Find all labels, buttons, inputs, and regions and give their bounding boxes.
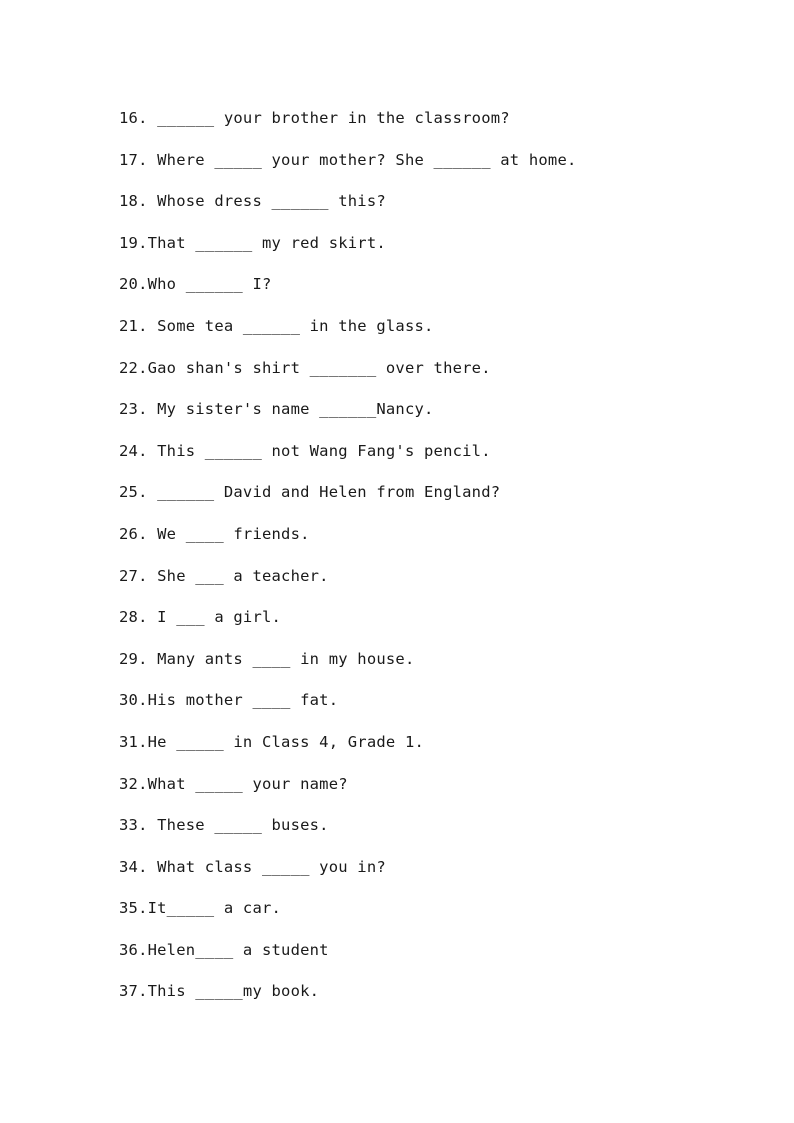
exercise-23: 23. My sister's name ______Nancy. (119, 400, 434, 419)
exercise-22: 22.Gao shan's shirt _______ over there. (119, 358, 491, 377)
exercise-36: 36.Helen____ a student (119, 940, 329, 959)
exercise-27: 27. She ___ a teacher. (119, 566, 329, 585)
exercise-30: 30.His mother ____ fat. (119, 691, 339, 710)
exercise-19: 19.That ______ my red skirt. (119, 233, 386, 252)
exercise-17: 17. Where _____ your mother? She ______ at home. (119, 150, 577, 169)
exercise-28: 28. I ___ a girl. (119, 608, 282, 627)
exercise-32: 32.What _____ your name? (119, 774, 348, 793)
exercise-35: 35.It_____ a car. (119, 899, 282, 918)
exercise-26: 26. We ____ friends. (119, 524, 310, 543)
exercise-21: 21. Some tea ______ in the glass. (119, 316, 434, 335)
exercise-16: 16. ______ your brother in the classroom? (119, 109, 510, 127)
exercise-list (119, 104, 577, 1019)
exercise-33: 33. These _____ buses. (119, 816, 329, 835)
exercise-34: 34. What class _____ you in? (119, 857, 386, 876)
exercise-37: 37.This _____my book. (119, 982, 320, 1001)
exercise-18: 18. Whose dress ______ this? (119, 192, 386, 211)
exercise-29: 29. Many ants ____ in my house. (119, 649, 415, 668)
exercise-31: 31.He _____ in Class 4, Grade 1. (119, 732, 425, 751)
exercise-25: 25. ______ David and Helen from England? (119, 483, 501, 502)
exercise-24: 24. This ______ not Wang Fang's pencil. (119, 441, 491, 460)
exercise-20: 20.Who ______ I? (119, 275, 272, 294)
